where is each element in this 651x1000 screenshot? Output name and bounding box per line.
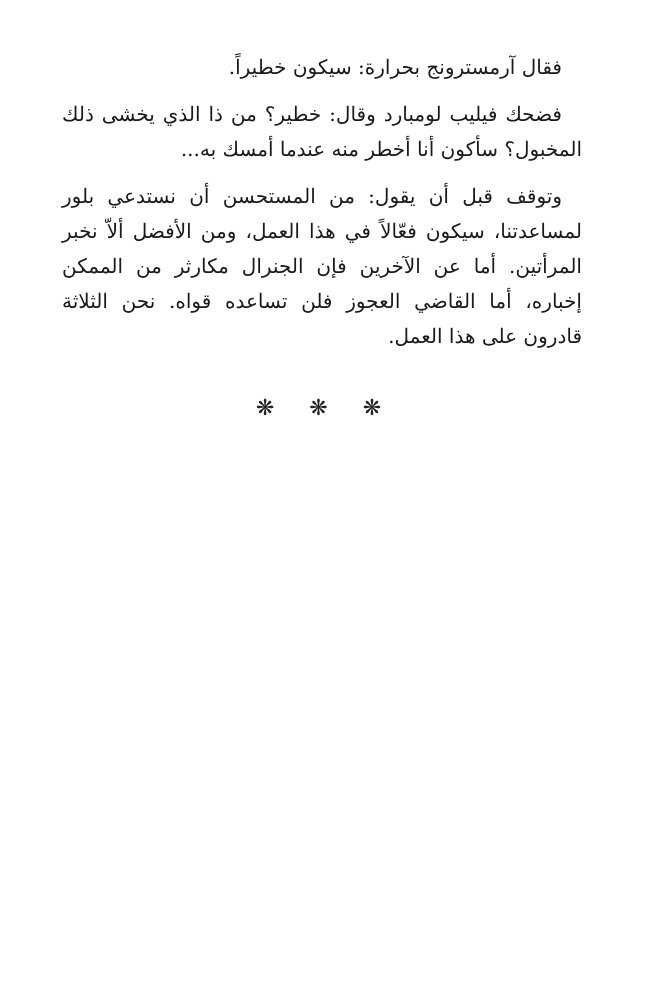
paragraph-3: وتوقف قبل أن يقول: من المستحسن أن نستدعي بلور لمساعدتنا، سيكون فعّالاً في هذا العمل، ومن الأفضل ألاّ نخبر المرأتين. أما عن الآخرين فإن الجنرال مكارثر من الممكن إخباره، أما القاضي العجوز فلن تساعده قواه. نحن الثلاثة قادرون على هذا العمل.: [62, 184, 582, 348]
paragraph-2: فضحك فيليب لومبارد وقال: خطير؟ من ذا الذي يخشى ذلك المخبول؟ سأكون أنا أخطر منه عندما أمسك به...: [62, 102, 582, 161]
document-body: [62, 50, 582, 354]
paragraph-1: فقال آرمسترونج بحرارة: سيكون خطيراً.: [228, 55, 562, 79]
section-separator: ❋ ❋ ❋: [255, 396, 396, 421]
